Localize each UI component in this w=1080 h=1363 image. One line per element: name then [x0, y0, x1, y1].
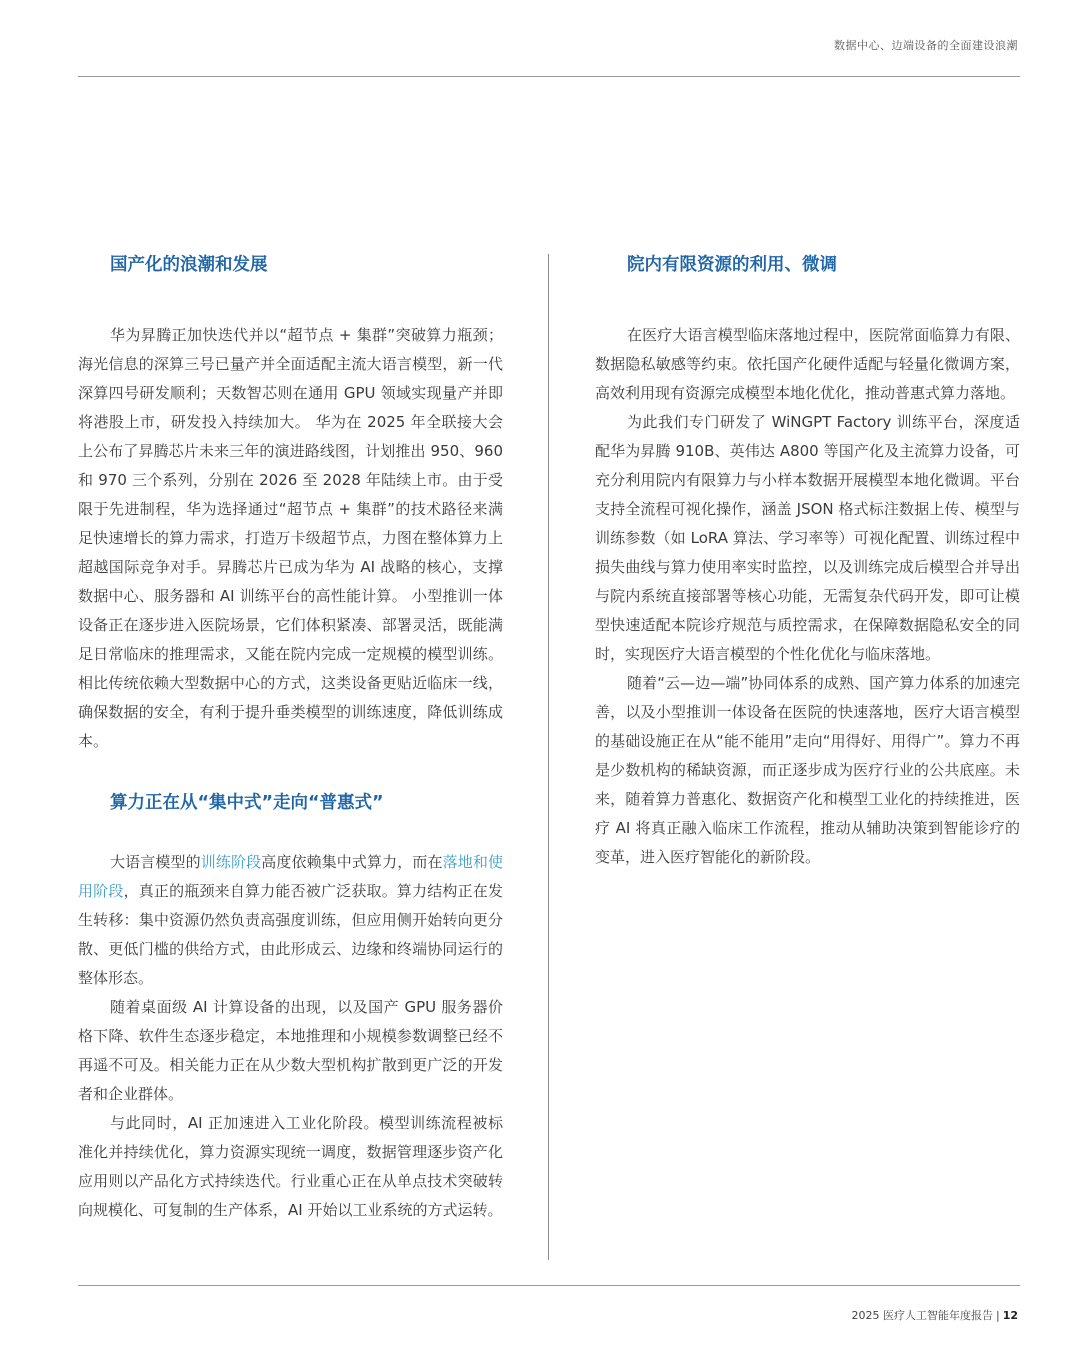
highlight-deployment-stage: 落地和使用阶段 [78, 853, 503, 900]
left-column [78, 252, 503, 1225]
right-column [595, 252, 1020, 872]
page-number: 12 [1002, 1309, 1018, 1322]
footer-rule [78, 1285, 1020, 1286]
spacer [78, 756, 503, 790]
highlight-training-stage: 训练阶段 [200, 853, 262, 871]
section-paragraph: 在医疗大语言模型临床落地过程中，医院常面临算力有限、数据隐私敏感等约束。依托国产化硬件适配与轻量化微调方案，高效利用现有资源完成模型本地化优化，推动普惠式算力落地。 [595, 326, 1020, 402]
section-paragraph: 与此同时，AI 正加速进入工业化阶段。模型训练流程被标准化并持续优化，算力资源实现统一调度，数据管理逐步资产化应用则以产品化方式持续迭代。行业重心正在从单点技术突破转向规模化、可复制的生产体系，AI 开始以工业系统的方式运转。 [78, 1114, 503, 1219]
spacer [78, 816, 503, 848]
section-paragraph: 华为昇腾正加快迭代并以“超节点 + 集群”突破算力瓶颈；海光信息的深算三号已量产并全面适配主流大语言模型，新一代深算四号研发顺利；天数智芯则在通用 GPU 领域实现量产并即将港股上市，研发投入持续加大。 华为在 2025 年全联接大会上公布了昇腾芯片未来三年的演进路线图，计划推出 950、960 和 970 三个系列，分别在 2026 至 2028 年陆续上市。由于受限于先进制程，华为选择通过“超节点 + 集群”的技术路径来满足快速增长的算力需求，打造万卡级超节点，力图在整体算力上超越国际竞争对手。昇腾芯片已成为华为 AI 战略的核心，支撑数据中心、服务器和 AI 训练平台的高性能计算。 小型推训一体设备正在逐步进入医院场景，它们体积紧凑、部署灵活，既能满足日常临床的推理需求，又能在院内完成一定规模的模型训练。相比传统依赖大型数据中心的方式，这类设备更贴近临床一线，确保数据的安全，有利于提升垂类模型的训练速度，降低训练成本。 [78, 326, 503, 750]
section-paragraph: 随着“云—边—端”协同体系的成熟、国产算力体系的加速完善，以及小型推训一体设备在医院的快速落地，医疗大语言模型的基础设施正在从“能不能用”走向“用得好、用得广”。算力不再是少数机构的稀缺资源，而正逐步成为医疗行业的公共底座。未来，随着算力普惠化、数据资产化和模型工业化的持续推进，医疗 AI 将真正融入临床工作流程，推动从辅助决策到智能诊疗的变革，进入医疗智能化的新阶段。 [595, 674, 1020, 866]
section-heading-hospital-resources: 院内有限资源的利用、微调 [627, 255, 837, 275]
section-paragraph: 为此我们专门研发了 WiNGPT Factory 训练平台，深度适配华为昇腾 910B、英伟达 A800 等国产化及主流算力设备，可充分利用院内有限算力与小样本数据开展模型本地化微调。平台支持全流程可视化操作，涵盖 JSON 格式标注数据上传、模型与训练参数（如 LoRA 算法、学习率等）可视化配置、训练过程中损失曲线与算力使用率实时监控，以及训练完成后模型合并导出与院内系统直接部署等核心功能，无需复杂代码开发，即可让模型快速适配本院诊疗规范与质控需求，在保障数据隐私安全的同时，实现医疗大语言模型的个性化优化与临床落地。 [595, 413, 1020, 663]
section-heading-localization: 国产化的浪潮和发展 [110, 255, 268, 275]
footer-report-title: 2025 医疗人工智能年度报告 [851, 1309, 993, 1322]
header-rule [78, 76, 1020, 77]
running-header-title: 数据中心、边端设备的全面建设浪潮 [834, 39, 1018, 52]
page-footer [851, 1307, 1018, 1323]
section-heading-compute-shift: 算力正在从“集中式”走向“普惠式” [110, 793, 384, 813]
spacer [595, 278, 1020, 321]
footer-separator: | [995, 1309, 1000, 1322]
spacer [78, 278, 503, 321]
section-paragraph: 随着桌面级 AI 计算设备的出现，以及国产 GPU 服务器价格下降、软件生态逐步稳定，本地推理和小规模参数调整已经不再遥不可及。相关能力正在从少数大型机构扩散到更广泛的开发者和企业群体。 [78, 998, 503, 1103]
section-paragraph: 大语言模型的训练阶段高度依赖集中式算力，而在落地和使用阶段，真正的瓶颈来自算力能否被广泛获取。算力结构正在发生转移：集中资源仍然负责高强度训练，但应用侧开始转向更分散、更低门槛的供给方式，由此形成云、边缘和终端协同运行的整体形态。 [78, 853, 503, 987]
column-divider [548, 254, 549, 1260]
